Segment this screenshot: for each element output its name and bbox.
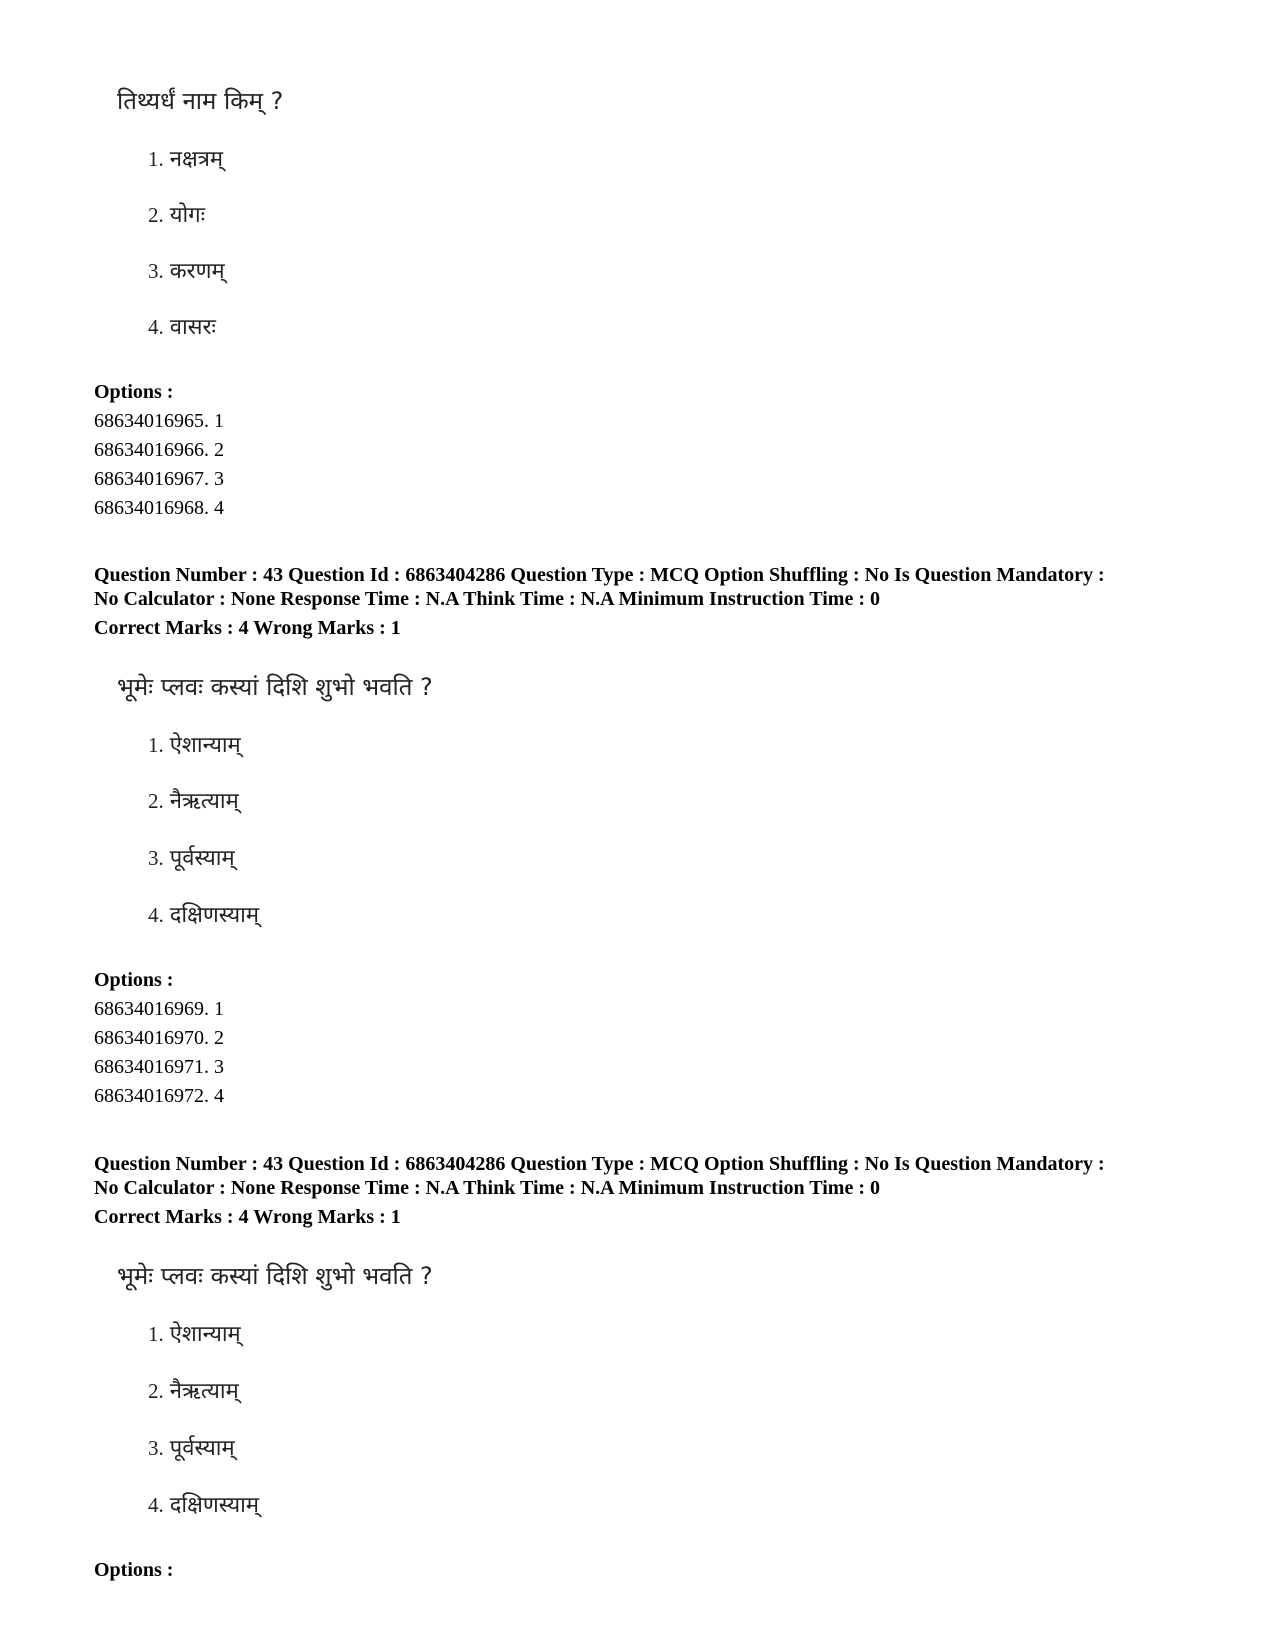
choice-number: 1. [148,733,164,757]
option-id-row: 68634016966. 2 [94,439,224,461]
option-id-row: 68634016972. 4 [94,1085,224,1107]
choice-item [148,143,223,173]
choice-text: ऐशान्याम् [169,733,241,758]
choice-item [148,311,216,341]
choice-item [148,1318,241,1348]
choice-item [148,199,205,229]
question-meta-line: No Calculator : None Response Time : N.A Think Time : N.A Minimum Instruction Time : 0 [94,1177,880,1199]
question-text: भूमेः प्लवः कस्यां दिशि शुभो भवति ? [117,673,433,701]
choice-text: करणम् [169,259,225,284]
question-marks: Correct Marks : 4 Wrong Marks : 1 [94,617,401,639]
choice-text: नैऋत्याम् [169,789,239,814]
choice-text: नक्षत्रम् [169,147,224,172]
choice-number: 1. [148,1322,164,1346]
choice-number: 2. [148,1379,164,1403]
choice-number: 2. [148,789,164,813]
choice-number: 3. [148,1436,164,1460]
choice-item [148,255,225,285]
option-id-row: 68634016970. 2 [94,1027,224,1049]
choice-number: 1. [148,147,164,171]
option-id-row: 68634016969. 1 [94,998,224,1020]
choice-text: दक्षिणस्याम् [169,1493,259,1518]
question-text: भूमेः प्लवः कस्यां दिशि शुभो भवति ? [117,1262,433,1290]
choice-item [148,785,239,815]
choice-item [148,1489,259,1519]
choice-number: 4. [148,903,164,927]
option-id-row: 68634016971. 3 [94,1056,224,1078]
options-label: Options : [94,381,174,403]
choice-number: 2. [148,203,164,227]
choice-text: पूर्वस्याम् [169,846,235,871]
option-id-row: 68634016967. 3 [94,468,224,490]
choice-number: 3. [148,846,164,870]
options-label: Options : [94,969,174,991]
choice-item [148,842,235,872]
choice-item [148,1375,239,1405]
choice-text: नैऋत्याम् [169,1379,239,1404]
choice-text: ऐशान्याम् [169,1322,241,1347]
question-marks: Correct Marks : 4 Wrong Marks : 1 [94,1206,401,1228]
options-label: Options : [94,1559,174,1581]
choice-text: वासरः [169,315,216,340]
choice-item [148,899,259,929]
choice-item [148,729,241,759]
option-id-row: 68634016965. 1 [94,410,224,432]
question-meta-line: No Calculator : None Response Time : N.A Think Time : N.A Minimum Instruction Time : 0 [94,588,880,610]
choice-number: 4. [148,315,164,339]
choice-text: योगः [169,203,206,228]
choice-number: 3. [148,259,164,283]
option-id-row: 68634016968. 4 [94,497,224,519]
choice-text: दक्षिणस्याम् [169,903,259,928]
question-meta-line: Question Number : 43 Question Id : 6863404286 Question Type : MCQ Option Shuffling : No Is Question Mandatory : [94,1153,1105,1175]
question-text: तिथ्यर्धं नाम किम् ? [117,87,284,115]
choice-item [148,1432,235,1462]
question-meta-line: Question Number : 43 Question Id : 6863404286 Question Type : MCQ Option Shuffling : No Is Question Mandatory : [94,564,1105,586]
choice-text: पूर्वस्याम् [169,1436,235,1461]
choice-number: 4. [148,1493,164,1517]
